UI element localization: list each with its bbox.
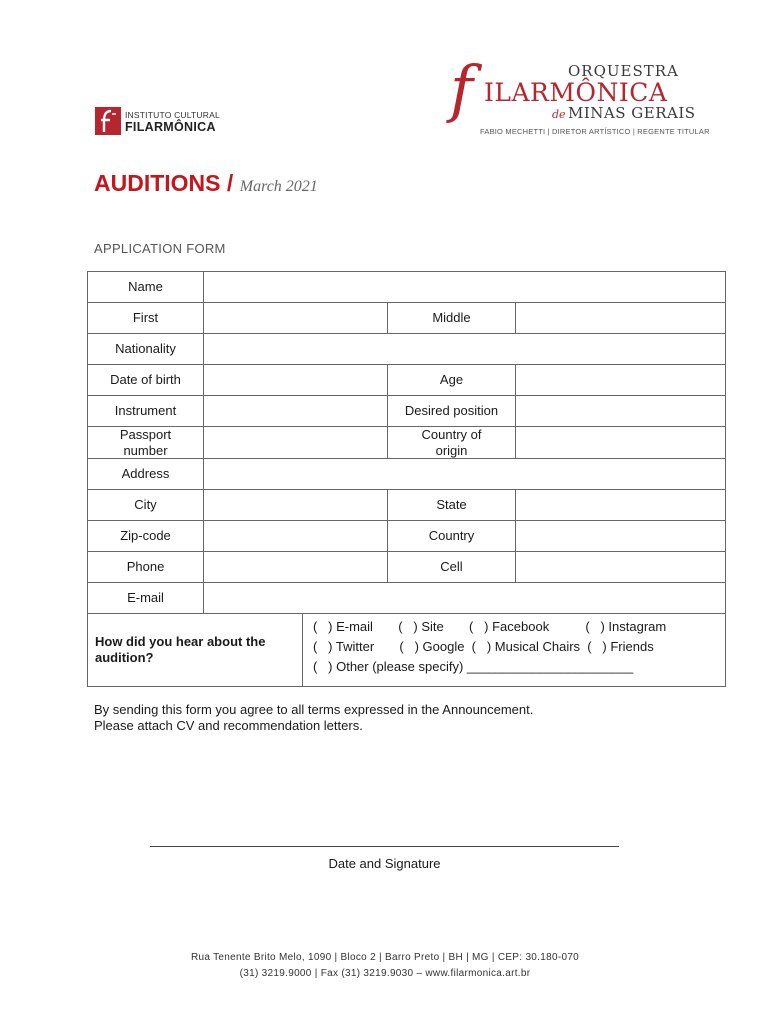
- instituto-cultural-logo: [95, 106, 235, 138]
- first-label: First: [88, 303, 204, 333]
- application-form-table: [87, 271, 726, 687]
- row-passport-country: [87, 426, 726, 458]
- form-notes: [94, 702, 533, 734]
- form-title: APPLICATION FORM: [94, 241, 226, 256]
- row-phone-cell: [87, 551, 726, 582]
- footer-address: Rua Tenente Brito Melo, 1090 | Bloco 2 | Barro Preto | BH | MG | CEP: 30.180-070: [190, 952, 580, 963]
- country-label: Country: [388, 521, 516, 551]
- row-name: [87, 271, 726, 302]
- cell-phone-field[interactable]: [516, 552, 725, 582]
- state-field[interactable]: [516, 490, 725, 520]
- email-label: E-mail: [88, 583, 204, 613]
- logo-right-bottom: MINAS GERAIS: [568, 104, 696, 122]
- nationality-field[interactable]: [204, 334, 725, 364]
- hear-options-line1[interactable]: ( ) E-mail ( ) Site ( ) Facebook ( ) Instagram: [313, 619, 667, 634]
- row-nationality: [87, 333, 726, 364]
- zip-code-field[interactable]: [204, 521, 388, 551]
- footer-contact: (31) 3219.9000 | Fax (31) 3219.9030 – www.filarmonica.art.br: [239, 968, 531, 979]
- f-script-icon: f: [450, 52, 473, 125]
- passport-number-field[interactable]: [204, 427, 388, 458]
- row-city-state: [87, 489, 726, 520]
- age-label: Age: [388, 365, 516, 395]
- country-of-origin-label: Country of origin: [388, 427, 516, 458]
- address-field[interactable]: [204, 459, 725, 489]
- zip-code-label: Zip-code: [88, 521, 204, 551]
- middle-label: Middle: [388, 303, 516, 333]
- cell-label: Cell: [388, 552, 516, 582]
- instrument-field[interactable]: [204, 396, 388, 426]
- logo-right-subtitle: FABIO MECHETTI | DIRETOR ARTÍSTICO | REGENTE TITULAR: [480, 127, 710, 136]
- logo-left-line2: FILARMÔNICA: [125, 120, 216, 134]
- state-label: State: [388, 490, 516, 520]
- hear-options-line2[interactable]: ( ) Twitter ( ) Google ( ) Musical Chairs ( ) Friends: [313, 639, 654, 654]
- row-first-middle: [87, 302, 726, 333]
- signature-label: Date and Signature: [328, 856, 441, 871]
- logo-left-line1: INSTITUTO CULTURAL: [125, 110, 220, 120]
- logo-right-de: de: [552, 108, 566, 121]
- logo-right-middle: ILARMÔNICA: [484, 78, 668, 107]
- passport-number-label: Passport number: [88, 427, 204, 458]
- page-title: [94, 170, 318, 197]
- date-of-birth-label: Date of birth: [88, 365, 204, 395]
- desired-position-label: Desired position: [388, 396, 516, 426]
- row-hear-about: [87, 613, 726, 687]
- phone-field[interactable]: [204, 552, 388, 582]
- row-address: [87, 458, 726, 489]
- signature-line[interactable]: [150, 846, 619, 847]
- row-instrument-position: [87, 395, 726, 426]
- instrument-label: Instrument: [88, 396, 204, 426]
- email-field[interactable]: [204, 583, 725, 613]
- name-field[interactable]: [204, 272, 725, 302]
- row-dob-age: [87, 364, 726, 395]
- filarmonica-mark-icon: [95, 107, 121, 135]
- desired-position-field[interactable]: [516, 396, 725, 426]
- age-field[interactable]: [516, 365, 725, 395]
- city-label: City: [88, 490, 204, 520]
- notes-line2: Please attach CV and recommendation letters.: [94, 718, 363, 733]
- hear-options-line3[interactable]: ( ) Other (please specify) _______________________: [313, 659, 634, 674]
- address-label: Address: [88, 459, 204, 489]
- hear-about-question: How did you hear about the audition?: [88, 614, 303, 686]
- hear-about-options[interactable]: [303, 614, 725, 686]
- title-date: March 2021: [239, 178, 318, 195]
- notes-line1: By sending this form you agree to all terms expressed in the Announcement.: [94, 702, 534, 717]
- nationality-label: Nationality: [88, 334, 204, 364]
- phone-label: Phone: [88, 552, 204, 582]
- middle-name-field[interactable]: [516, 303, 725, 333]
- name-label: Name: [88, 272, 204, 302]
- orquestra-logo: [440, 52, 710, 140]
- city-field[interactable]: [204, 490, 388, 520]
- country-field[interactable]: [516, 521, 725, 551]
- country-of-origin-field[interactable]: [516, 427, 725, 458]
- title-main: AUDITIONS /: [94, 170, 234, 196]
- date-of-birth-field[interactable]: [204, 365, 388, 395]
- row-zip-country: [87, 520, 726, 551]
- first-name-field[interactable]: [204, 303, 388, 333]
- logo-right-top: ORQUESTRA: [568, 62, 679, 80]
- row-email: [87, 582, 726, 613]
